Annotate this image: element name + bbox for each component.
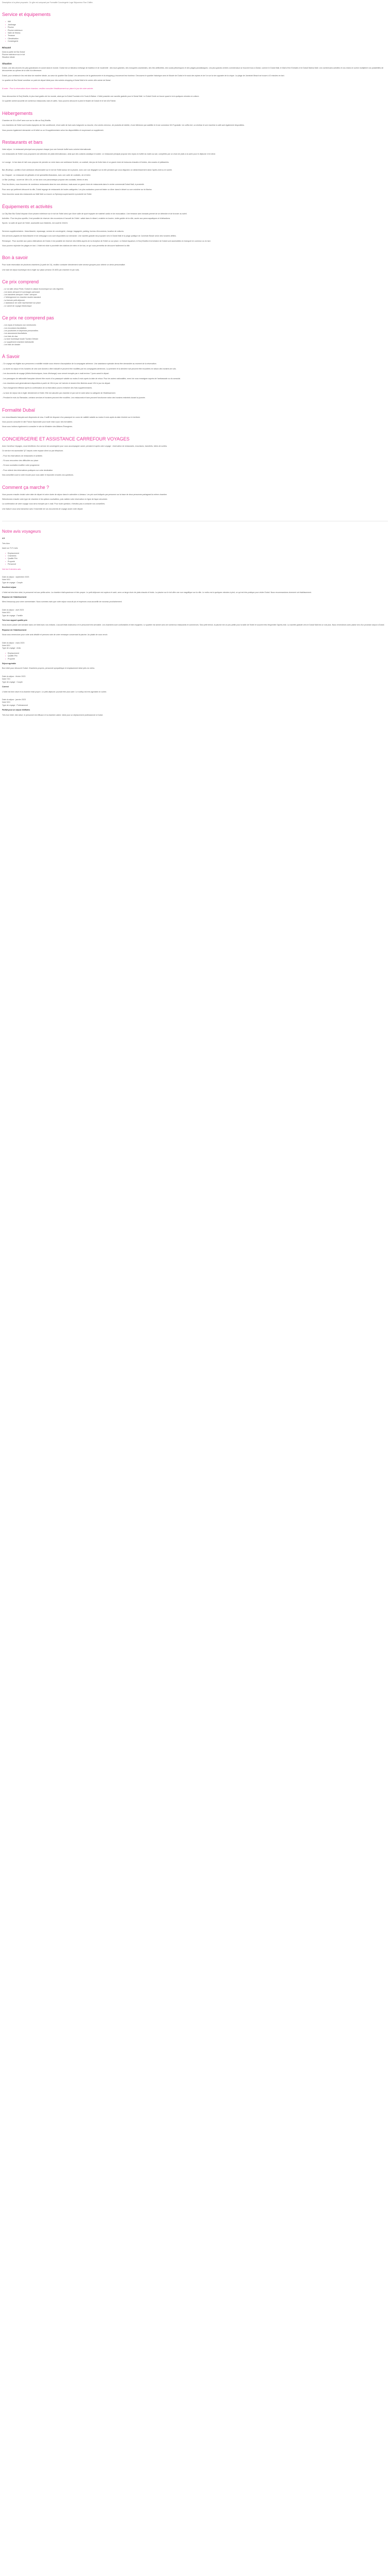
- service-item: • Terrasse: [5, 35, 388, 37]
- bon-savoir-text: Pour toute réservation de plusieurs chambres (à partir de 10), veuillez contacter directement notre service groupes pour obtenir un devis personnalisé.: [2, 264, 126, 266]
- review-date: Date du séjour : avril 2023: [2, 608, 24, 611]
- equipements-text: Vous pourrez rejoindre les plages en taxi. L'hôtel est situé à proximité des stations de métro et de bus, ce qui vous permettra de découvrir facilement la ville.: [2, 245, 131, 247]
- formalite-text: Nous vous invitons également à consulter le site du Ministère des Affaires Étrangères.: [2, 426, 73, 428]
- review-text: Bon hôtel pour découvrir Dubaï. Chambres propres, personnel sympathique et emplacement idéal près du métro.: [2, 667, 95, 670]
- situation-text: Le quartier de Bar Dubaï constitue un point de départ idéal pour des soirées shopping à Dubaï Mall et le centre-ville animé de Dubaï.: [2, 79, 111, 82]
- review-score: Note 8/10: [2, 612, 10, 614]
- review-text: Nous avons passé une semaine dans cet hôtel avec nos enfants. L'accueil était chaleureux et le personnel très serviable. Les chambres sont confortables et bien équipées. Le quartier est animé avec de nombreux restaurants et commerces. Seul petit bémol, la piscine est un peu petite pour la taille de l'hôtel et souvent très fréquentée l'après-midi. La navette gratuite vers le Dubaï Mall est un vrai plus. Nous reviendrons avec plaisir lors d'un prochain séjour à Dubaï.: [2, 624, 385, 626]
- review-type: Type de voyage : Amis: [2, 647, 21, 650]
- situation-title: Situation: [2, 62, 12, 65]
- conciergerie-text: Avec Carrefour Voyages, vous bénéficiez d'un service de conciergerie pour vous accompagner avant, pendant et après votre voyage : réservation de restaurants, excursions, transferts, idées de sorties.: [2, 445, 168, 447]
- review-type: Type de voyage : Couple: [2, 581, 23, 584]
- inclus-item: - L'assistance de notre représentant sur place: [3, 302, 388, 304]
- review-1: [2, 576, 388, 604]
- a-savoir-text: - La durée du séjour et les horaires de vols sont donnés à titre indicatif et peuvent être modifiés par les compagnies aériennes. La première et la dernière nuit peuvent être écourtées en raison des horaires de vols.: [2, 367, 176, 370]
- a-savoir-text: - Les passagers de nationalité française doivent être munis d'un passeport valable au moins 6 mois après la date de retour. Pour les autres nationalités, merci de vous renseigner auprès de l'ambassade ou du consulat.: [2, 377, 181, 380]
- exclus-item: - Les repas et boissons non mentionnés: [3, 324, 388, 327]
- exclus-item: - Les excursions facultatives: [3, 327, 388, 330]
- content: [0, 0, 391, 717]
- restaurants-text: Vous trouverez aussi des restaurants au Wafi Mall ou encore un Spinneys supermarché à proximité de l'hôtel.: [2, 193, 92, 196]
- formalite-title: Formalité Dubaï: [2, 407, 36, 413]
- criteria-item: • Qualité-Prix: [5, 557, 388, 560]
- conciergerie-text: - Pour obtenir des informations pratiques sur votre destination: [2, 469, 53, 471]
- review-type: Type de voyage : Famille: [2, 614, 23, 617]
- conciergerie-text: Ce service est accessible 7j/7 depuis votre espace client ou par téléphone.: [2, 450, 63, 452]
- restaurants-text: Le Lounge : le bar dans le hall vous propose de prendre un verre dans une ambiance feutrée, un cocktail, des jus de fruits frais et un grand choix de boissons chaudes et froides, des snacks et pâtisseries.: [2, 161, 170, 163]
- inclus-item: - Le carnet de voyage électronique: [3, 305, 388, 308]
- situation-text: Ce quartier animé accueille de nombreux restaurants, bars et cafés. Vous pourrez découvrir à pied le Musée de Dubaï et le fort d'Al Fahidi.: [2, 100, 116, 103]
- restaurants-text: Pour ceux qui préfèrent découvrir la ville, Dubaï regorge de restaurants de toutes catégories. Les plus audacieux pourront tester un dîner dans le désert ou une croisière sur la Marina.: [2, 188, 152, 191]
- review-date: Date du séjour : mars 2023: [2, 641, 25, 644]
- equipements-title: Équipements et activités: [2, 204, 53, 209]
- a-savoir-text: - La taxe de séjour est à régler directement à l'hôtel. Elle est calculée par chambre et par nuit et varie selon la catégorie de l'établissement.: [2, 392, 116, 394]
- restaurants-text: Pour les dîners, vous trouverez de nombreux restaurants dans les rues alentour, mais aussi un grand choix de restaurants dans le centre commercial Dubaï Mall, à proximité.: [2, 183, 145, 186]
- inclus-title: Ce prix comprend: [2, 279, 39, 285]
- criteria-item: • Emplacement: [5, 552, 388, 555]
- reviews-title: Notre avis voyageurs: [2, 529, 41, 534]
- hebergement-text: Chambre de 30 à 40m² avec vue sur la ville ou Burj Khalifa.: [2, 119, 51, 122]
- review-title: Correct: [2, 686, 9, 688]
- review-4: [2, 675, 388, 693]
- formalite-text: Vous pouvez consulter le site France Diplomatie pour toute mise à jour des formalités.: [2, 421, 73, 423]
- a-savoir-text: - Les chambres sont généralement disponibles à partir de 15h le jour de l'arrivée et doivent être libérées avant 12h le jour du départ.: [2, 382, 111, 384]
- review-2: [2, 609, 388, 637]
- commander-text: La confirmation de votre voyage vous sera envoyée par e-mail. Pour toute question, n'hésitez pas à contacter nos conseillers.: [2, 503, 105, 505]
- commander-text: Une facture vous sera transmise avec l'ensemble de vos documents de voyage avant votre départ.: [2, 507, 84, 510]
- review-date: Date du séjour : septembre 2023: [2, 575, 29, 578]
- service-item: • Salle de fitness: [5, 32, 388, 35]
- see-reviews-link[interactable]: Voir les 5 derniers avis: [2, 568, 21, 570]
- commander-title: Comment ça marche ?: [2, 484, 50, 490]
- exclus-list: [3, 324, 388, 346]
- exclus-item: - Les pourboires et dépenses personnelles: [3, 330, 388, 332]
- service-item: • Piscine extérieure: [5, 29, 388, 32]
- review-type: Type de voyage : Couple: [2, 681, 23, 683]
- exclus-item: - La taxe touristique locale Tourism Dirham: [3, 338, 388, 341]
- equipements-text: Remarque : Pour accéder aux parcs d'attractions de Dubaï, il est possible de réserver des billets auprès de la réception de l'hôtel ou sur place. Le Dubaï Aquarium, le Burj Khalifa et la fontaine de Dubaï sont accessibles en transport en commun ou en taxi.: [2, 240, 211, 242]
- service-item: • Wifi: [5, 21, 388, 23]
- reviews-criteria: [5, 552, 388, 566]
- equipements-text: Activités : Pour les plus sportifs, il est possible de réserver des excursions à l'accueil de l'hôtel : safari dans le désert, croisière en boutre, visite guidée de la ville, accès aux parcs aquatiques et d'attractions.: [2, 217, 171, 219]
- exclus-item: - Le supplément chambre individuelle: [3, 341, 388, 344]
- restaurants-text: Les restaurants de l'hôtel vous proposent une sélection de plats internationaux, ainsi que des cuisines asiatique et arabe. Le restaurant principal propose des repas en buffet du matin au soir, complétés par un choix de plats à la carte pour le déjeuner et le dîner.: [2, 153, 216, 156]
- commander-text: Vous pouvez ensuite choisir votre date de départ et votre durée de séjour dans le calendrier ci-dessus. Les prix sont indiqués par personne sur la base de deux personnes partageant la même chambre.: [2, 493, 168, 496]
- exclus-item: - Les assurances facultatives: [3, 332, 388, 335]
- inclus-list: [3, 288, 388, 308]
- review-title: Excellent séjour: [2, 586, 17, 589]
- criteria-item: • Propreté: [5, 561, 388, 563]
- review-title: Très bon rapport qualité-prix: [2, 619, 27, 621]
- review-text: Très bon hôtel, bien situé, le personnel est efficace et la chambre calme. Idéal pour un déplacement professionnel à Dubaï.: [2, 714, 103, 716]
- conciergerie-text: Nos conseillers sont à votre écoute pour vous aider et répondre à toutes vos questions.: [2, 474, 74, 477]
- exclus-title: Ce prix ne comprend pas: [2, 315, 54, 321]
- review-reply-title: Réponse de l'établissement: [2, 629, 27, 631]
- review-date: Date du séjour : février 2023: [2, 675, 26, 677]
- restaurants-text: Bar (Rooftop) : profitez d'une ambiance décontractée sur le toit de l'hôtel autour de la piscine, avec une vue dégagée sur la ville pendant que vous dégustez un rafraîchissement dans l'après-midi ou en soirée.: [2, 169, 173, 172]
- reviews-rating: 4.5: [2, 537, 5, 540]
- review-reply-title: Réponse de l'établissement: [2, 596, 27, 598]
- service-item: • Piscine: [5, 26, 388, 29]
- service-item: • Jardinage: [5, 24, 388, 26]
- exclus-item: - Les frais de dossier: [3, 344, 388, 346]
- summary-line: Dans la partie de Bar Dubaï: [2, 50, 25, 53]
- restaurants-text: Votre séjour : le restaurant principal vous propose chaque jour une formule buffet avec cuisine internationale.: [2, 148, 92, 150]
- review-title: Parfait pour un séjour d'affaires: [2, 709, 30, 711]
- inclus-item: - Le vol aller-retour Paris / Dubaï en classe économique sur vols réguliers: [3, 288, 388, 291]
- conciergerie-text: - Si vous rencontrez des difficultés sur place: [2, 460, 39, 462]
- review-score: Note 8/10: [2, 645, 10, 647]
- summary-title: Résumé: [2, 46, 11, 49]
- summary-line: Situation idéale: [2, 56, 15, 59]
- restaurants-title: Restaurants et bars: [2, 139, 43, 145]
- restaurants-text: Au Chaparé : un restaurant de grillades et de spécialités libanaises, avec une carte de cocktails, vin et bière.: [2, 174, 91, 176]
- review-score: Note 7/10: [2, 678, 10, 681]
- intro-text: Description à la pièce proposée. Ce gîte est composé par Formalité Conciergerie Loge Séjourneur Rue Chiffre.: [2, 2, 93, 4]
- a-savoir-text: - Tout changement effectué après la confirmation de la réservation pourra entraîner des frais supplémentaires.: [2, 387, 93, 389]
- services-list: [5, 21, 388, 43]
- services-title: Service et équipements: [2, 12, 51, 18]
- bon-savoir-text: Une taxe de séjour touristique est à régler sur place (environ 20 AED par chambre et par nuit).: [2, 268, 79, 271]
- a-savoir-text: - Les documents de voyage (billets électroniques, bons d'échange) vous seront envoyés par e-mail environ 7 jours avant le départ.: [2, 372, 109, 375]
- review-5: [2, 699, 388, 717]
- hebergement-text: Vous pouvez également demander un lit bébé ou un lit supplémentaire selon les disponibilités et moyennant un supplément.: [2, 129, 104, 131]
- inclus-item: - L'hébergement en chambre double standard: [3, 296, 388, 299]
- summary-line: Piscine extérieure sur le toit: [2, 54, 25, 56]
- review-reply: Nous vous remercions pour votre avis détaillé et prenons note de votre remarque concernant la piscine. Au plaisir de vous revoir.: [2, 634, 108, 636]
- equipements-text: Services supplémentaires : blanchisserie, repassage, service de conciergerie, change, bagagerie, parking, bureau d'excursions, location de voitures.: [2, 230, 124, 232]
- a-savoir-text: - Ce voyage est éligible aux personnes à mobilité réduite sous réserve d'acceptation de la compagnie aérienne. Une assistance spéciale devra être demandée au moment de la réservation.: [2, 363, 157, 365]
- commander-text: Sélectionnez ensuite votre type de chambre et les options souhaitées, puis validez votre réservation en ligne de façon sécurisée.: [2, 498, 108, 501]
- review-criteria: [5, 652, 388, 660]
- equipements-text: La City Max Bur Dubaï dispose d'une piscine extérieure sur le toit de l'hôtel ainsi que d'une salle de sport équipée de matériel cardio et de musculation. Une terrasse avec transats permet de se détendre et de bronzer au soleil.: [2, 212, 187, 215]
- review-score: Note 9/10: [2, 701, 10, 704]
- hebergement-title: Hébergements: [2, 110, 33, 116]
- formalite-text: Les ressortissants français sont dispensés de visa. Il suffit de disposer d'un passeport en cours de validité valable au moins 6 mois après la date d'entrée sur le territoire.: [2, 416, 141, 418]
- review-3: [2, 642, 388, 670]
- conciergerie-text: - Pour les réservations de restaurants et activités: [2, 454, 42, 457]
- service-item: • Conciergerie: [5, 40, 388, 43]
- inclus-item: - Les taxes aéroport et surcharges carburant: [3, 291, 388, 294]
- conciergerie-text: - Si vous souhaitez modifier votre programme: [2, 464, 40, 467]
- inclus-item: - La formule petit-déjeuner: [3, 299, 388, 302]
- situation-text: Dubaï, une des oeuvres les plus grandioses en avant dans le monde. Dubaï est un fabuleux mélange de tradition et de modernité : des tours géantes, des mosquées ancestrales, des îles artificielles, des souks pittoresques et des plages paradisiaques. Les plus grands centres commerciaux se trouvent tous à Dubaï, comme le Dubaï Mall, le Mall of the Emirates et le Dubaï Marina Mall. Les nombreuses activités et nos mises en scène multiplient vos possibilités de découvertes au rythme de la ville à la démesure.: [2, 66, 384, 72]
- criteria-item: • Chambres: [5, 555, 388, 557]
- reviews-count: basé sur 7171 Avis: [2, 547, 18, 550]
- situation-text: Dubaï, pour certains le lieu est situé de manière idéale, au cœur du quartier Bar Dubaï. Les amoureux de la gastronomie et du shopping y trouveront leur bonheur. Découvrez le quartier historique avec le Musée de Dubaï et le souk des épices et de l'or sur la rive opposée de la crique. La plage de Jumeirah Beach se trouve à 10 minutes en taxi.: [2, 74, 285, 77]
- criteria-item: • Propreté: [5, 658, 388, 660]
- review-text: L'hôtel est bien situé et la chambre était propre. Le petit-déjeuner pourrait être plus varié. Le rooftop est très agréable en soirée.: [2, 690, 107, 693]
- review-reply: Merci beaucoup pour votre commentaire. Nous sommes ravis que votre séjour vous ait plu et espérons vous accueillir de nouveau prochainement.: [2, 601, 122, 603]
- equipements-text: Des services payants de blanchisserie et de nettoyage à sec sont disponibles sur demande. Une navette gratuite est proposée vers le Dubaï Mall et la plage publique de Jumeirah Beach selon des horaires définis.: [2, 235, 177, 238]
- conciergerie-title: CONCIERGERIE ET ASSISTANCE CARREFOUR VOYAGES: [2, 436, 130, 442]
- service-item: • Climatisation: [5, 38, 388, 40]
- restaurants-text: Le Bar (rooftop) : ouvert de 16h à 2h, ce bar avec vue panoramique propose des cocktails, bières et vins.: [2, 178, 89, 181]
- exclus-item: - Les frais de visa: [3, 335, 388, 338]
- bon-savoir-title: Bon à savoir: [2, 255, 28, 261]
- review-title: Séjour agréable: [2, 663, 16, 665]
- equipements-text: Sports : la salle de sport de l'hôtel, accessible aux résidents, est ouverte 24h/24.: [2, 222, 68, 225]
- situation-text: Vous découvrirez le Burj Khalifa, le plus haut gratte-ciel du monde, ainsi que la Dubaï Fountain et le Souk Al Bahar. L'hôtel possède une navette gratuite pour le Dubaï Mall. Le Dubaï Creek se trouve quant à lui à quelques minutes en voiture.: [2, 95, 200, 97]
- review-date: Date du séjour : janvier 2023: [2, 698, 26, 701]
- review-type: Type de voyage : Professionnel: [2, 704, 28, 706]
- review-score: Note 9/10: [2, 579, 10, 581]
- hebergement-text: Les chambres de l'hôtel sont toutes équipées de l'air conditionné, d'une salle de bain avec baignoire ou douche, d'un sèche-cheveux, de produits de toilette, d'une télévision par satellite et d'une connexion Wi-Fi gratuite. Un coffre-fort, un minibar et une machine à café sont également disponibles.: [2, 124, 245, 127]
- situation-note: À noter : Pour la réservation d'une chambre, veuillez consulter l'établissement sur place le jour de votre arrivée.: [2, 87, 93, 90]
- inclus-item: - Les transferts aéroport / hôtel / aéroport: [3, 294, 388, 296]
- a-savoir-title: À Savoir: [2, 354, 20, 360]
- criteria-item: • Emplacement: [5, 652, 388, 655]
- a-savoir-text: - Pendant le mois du Ramadan, certains services et horaires peuvent être modifiés. Les restaurants et bars peuvent fonctionner selon des horaires restreints durant la journée.: [2, 397, 146, 399]
- reviews-rating-label: Très bien: [2, 542, 10, 545]
- criteria-item: • Personnel: [5, 563, 388, 566]
- review-text: L'hôtel est très bien situé, le personnel est aux petits soins. La chambre était spacieuse et très propre. Le petit-déjeuner est copieux et varié, avec un large choix de plats chauds et froids. La piscine sur le toit offre une vue magnifique sur la ville. Le métro est à quelques minutes à pied, ce qui est très pratique pour visiter Dubaï. Nous recommandons vivement cet établissement.: [2, 591, 312, 594]
- criteria-item: • Qualité-Prix: [5, 655, 388, 657]
